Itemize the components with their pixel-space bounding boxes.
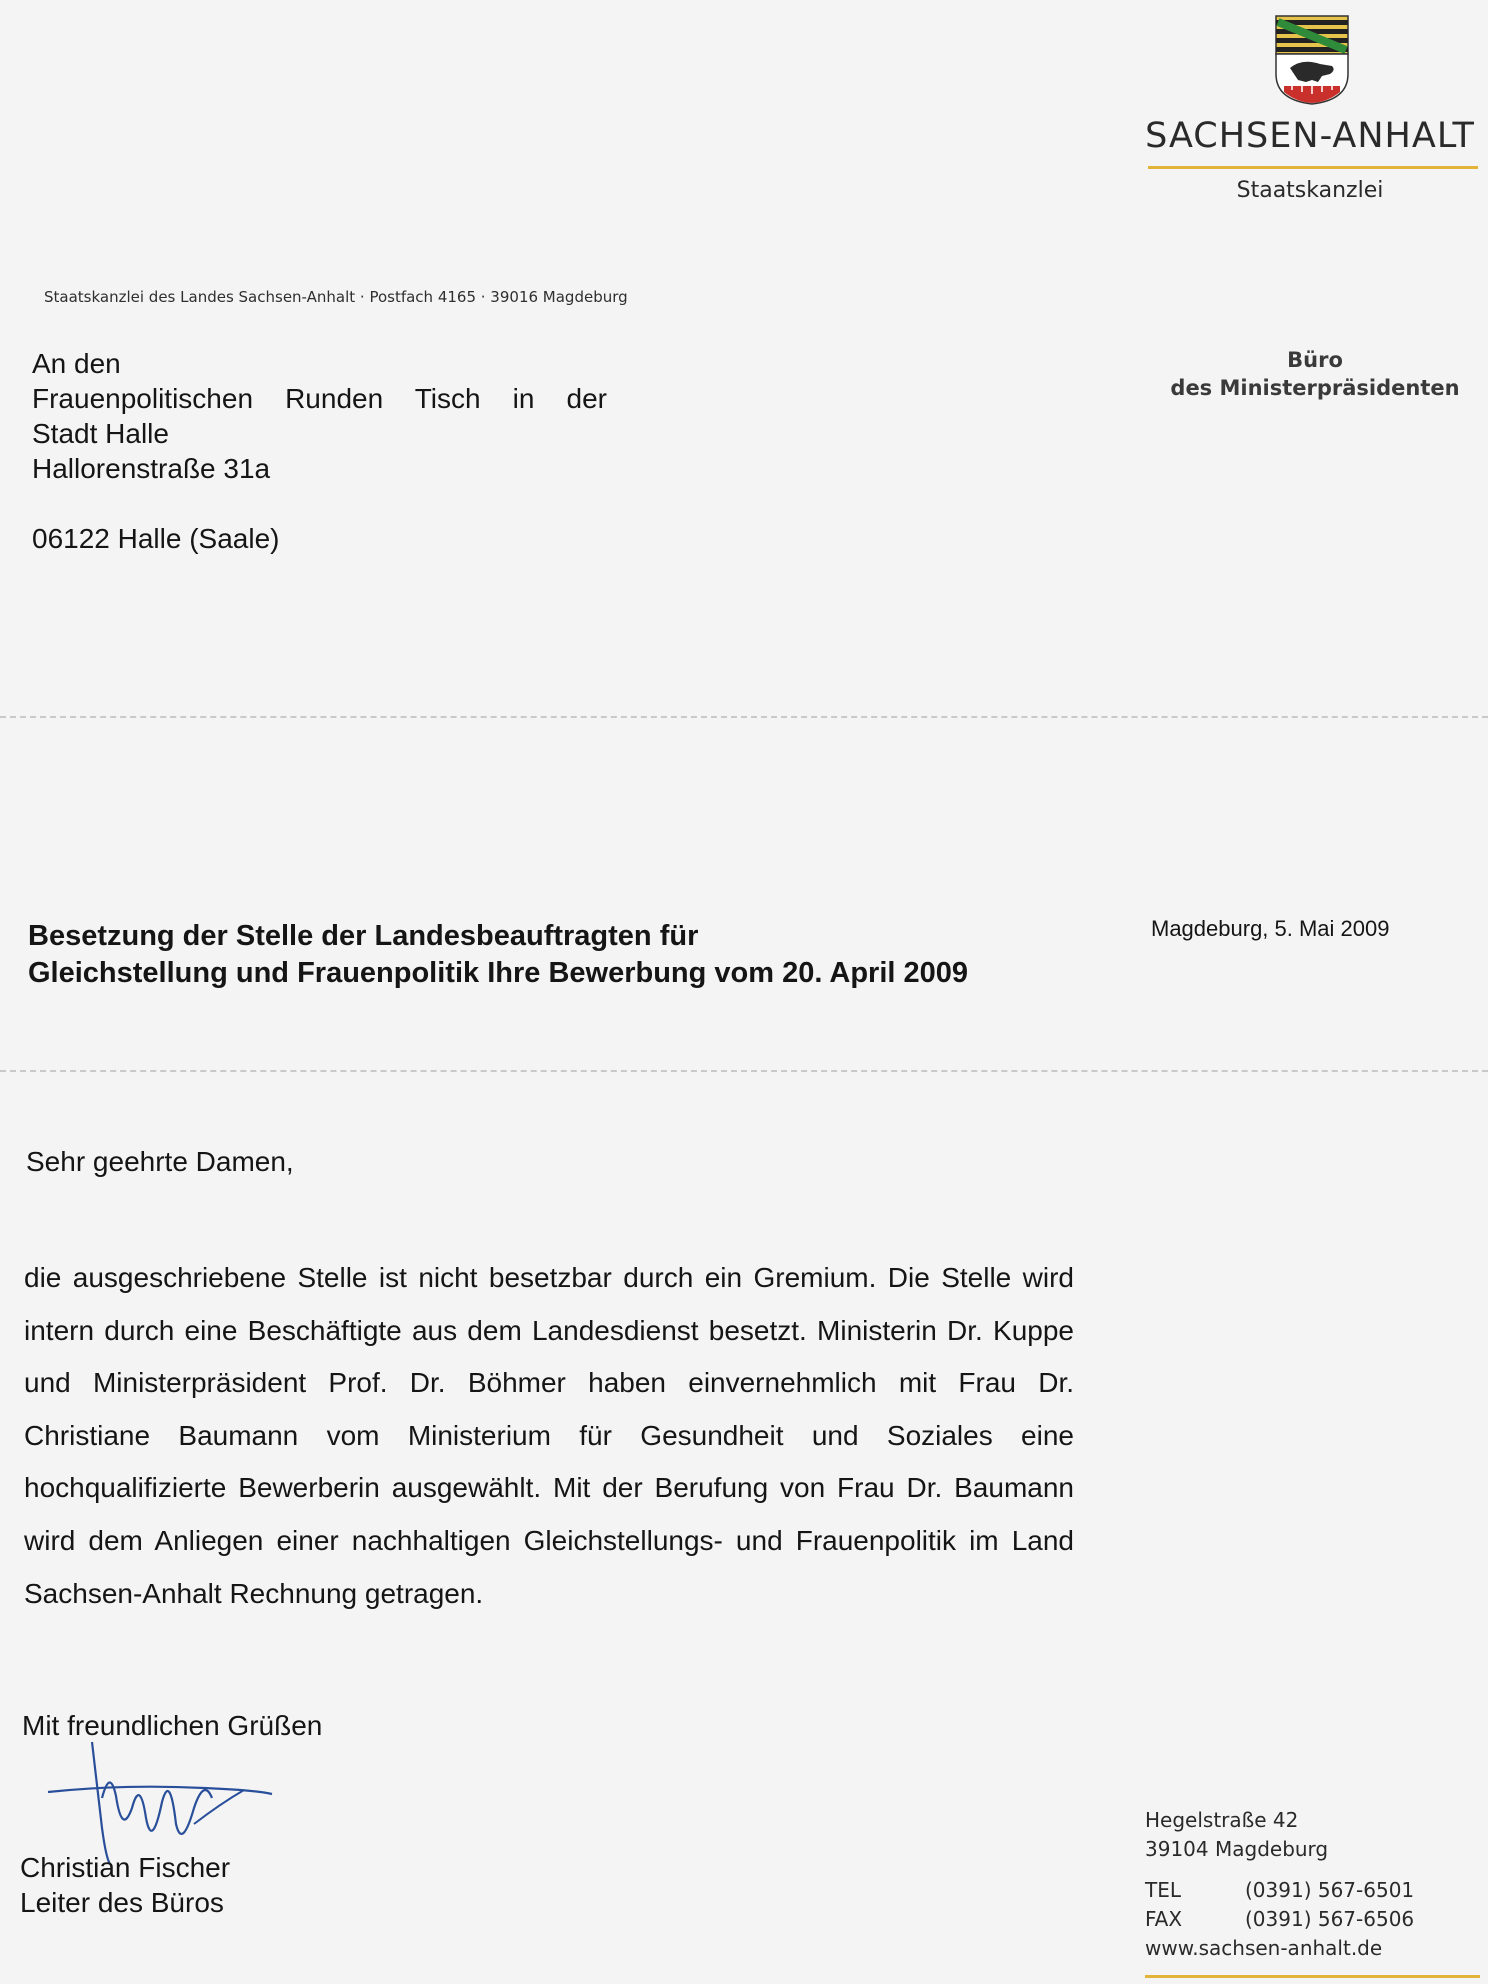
recipient-line-3: Stadt Halle	[32, 418, 169, 449]
coat-of-arms-icon	[1272, 14, 1352, 106]
department-name: Staatskanzlei	[1236, 178, 1384, 203]
handwritten-signature	[44, 1738, 284, 1868]
subject-line-2: Gleichstellung und Frauenpolitik Ihre Bewerbung vom 20. April 2009	[28, 957, 969, 989]
subject	[28, 918, 968, 992]
fax-label: FAX	[1145, 1907, 1183, 1931]
footer-fax-row	[1145, 1905, 1480, 1934]
footer-rule	[1145, 1975, 1480, 1978]
tel-number: (0391) 567-6501	[1245, 1878, 1415, 1902]
footer-street: Hegelstraße 42	[1145, 1808, 1299, 1832]
return-address: Staatskanzlei des Landes Sachsen-Anhalt · Postfach 4165 · 39016 Magdeburg	[44, 288, 628, 306]
fold-line	[0, 716, 1488, 718]
fax-number: (0391) 567-6506	[1245, 1907, 1415, 1931]
body-paragraph: die ausgeschriebene Stelle ist nicht besetzbar durch ein Gremium. Die Stelle wird intern durch eine Beschäftigte aus dem Landesdienst besetzt. Ministerin Dr. Kuppe und Ministerpräsident Prof. Dr. Böhmer haben einvernehmlich mit Frau Dr. Christiane Baumann vom Ministerium für Gesundheit und Soziales eine hochqualifizierte Bewerberin ausgewählt. Mit der Berufung von Frau Dr. Baumann wird dem Anliegen einer nachhaltigen Gleichstellungs- und Frauenpolitik im Land Sachsen-Anhalt Rechnung getragen.	[24, 1262, 1074, 1609]
signer-title: Leiter des Büros	[20, 1887, 224, 1918]
letterhead-rule	[1148, 166, 1478, 169]
office-line-2: des Ministerpräsidenten	[1170, 376, 1460, 400]
recipient-address	[32, 346, 607, 556]
footer-tel-row	[1145, 1876, 1480, 1905]
fold-line	[0, 1070, 1488, 1072]
signer	[20, 1850, 230, 1920]
footer-city: 39104 Magdeburg	[1145, 1837, 1329, 1861]
recipient-line-1: An den	[32, 348, 121, 379]
office-line-1: Büro	[1287, 348, 1343, 372]
office-name	[1150, 346, 1480, 402]
recipient-city: 06122 Halle (Saale)	[32, 523, 280, 554]
signer-name: Christian Fischer	[20, 1852, 231, 1883]
recipient-street: Hallorenstraße 31a	[32, 453, 271, 484]
tel-label: TEL	[1145, 1878, 1181, 1902]
letter-date: Magdeburg, 5. Mai 2009	[1151, 916, 1390, 941]
salutation: Sehr geehrte Damen,	[26, 1146, 294, 1177]
recipient-line-2: Frauenpolitischen Runden Tisch in der	[32, 383, 607, 414]
website-link[interactable]: www.sachsen-anhalt.de	[1145, 1936, 1383, 1960]
closing: Mit freundlichen Grüßen	[22, 1710, 323, 1741]
footer-contact	[1145, 1806, 1480, 1963]
state-name: SACHSEN-ANHALT	[1145, 116, 1475, 156]
subject-line-1: Besetzung der Stelle der Landesbeauftragten für	[28, 920, 699, 952]
